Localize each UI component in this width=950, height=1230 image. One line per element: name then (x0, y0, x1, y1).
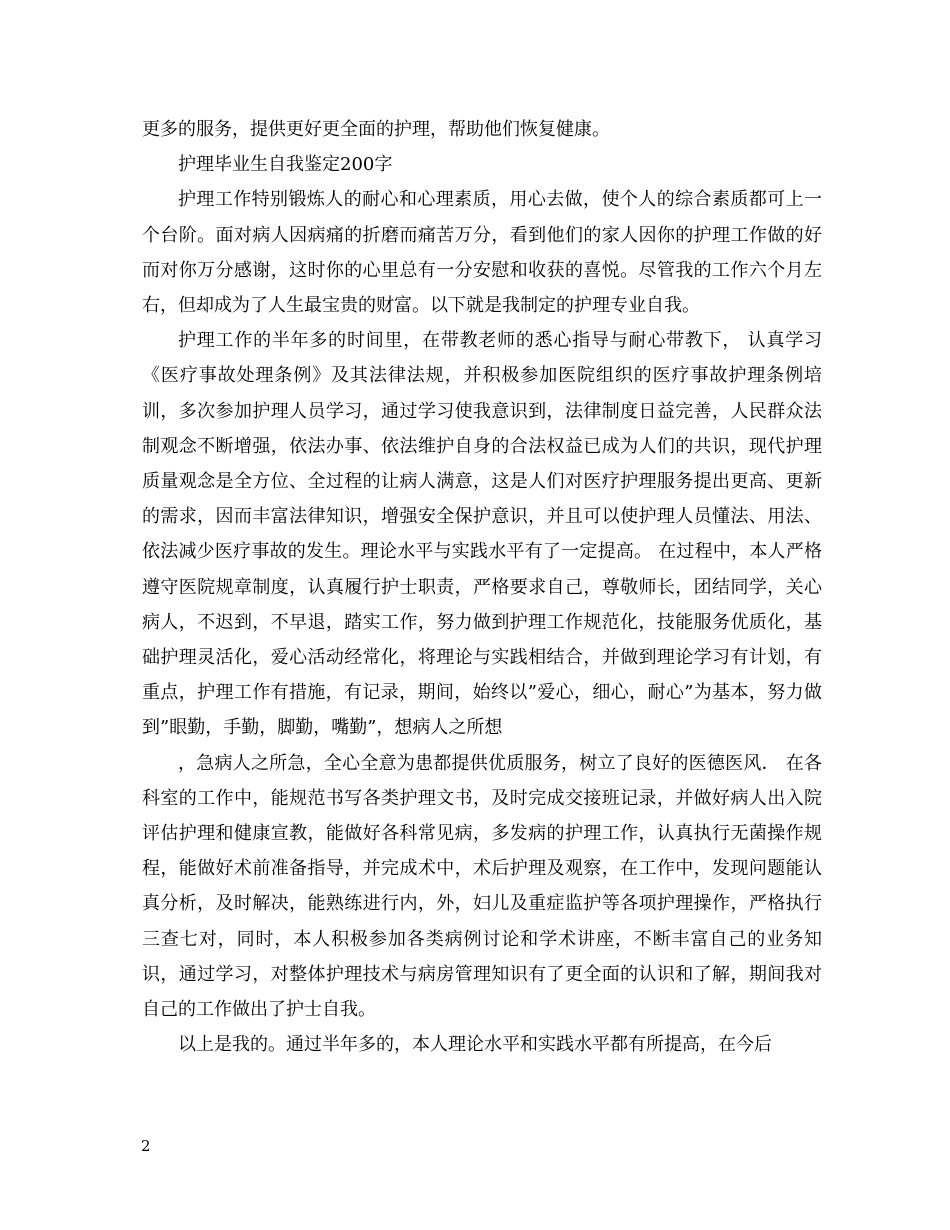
paragraph-summary: 以上是我的。通过半年多的，本人理论水平和实践水平都有所提高，在今后 (178, 1034, 772, 1056)
paragraph-continuation: 更多的服务，提供更好更全面的护理，帮助他们恢复健康。 (142, 119, 610, 140)
paragraph-study: 护理工作的半年多的时间里，在带教老师的悉心指导与耐心带教下， 认真学习《医疗事故处理条例》及其法律法规，并积极参加医院组织的医疗事故护理条例培训，多次参加护理人员学习，通过学习使我意识到，法律制度日益完善，人民群众法制观念不断增强，依法办事、依法维护自身的合法权益已成为人们的共识，现代护理质量观念是全方位、全过程的让病人满意，这是人们对医疗护理服务提出更高、更新的需求，因而丰富法律知识，增强安全保护意识，并且可以使护理人员懂法、用法、依法减少医疗事故的发生。理论水平与实践水平有了一定提高。 在过程中，本人严格遵守医院规章制度，认真履行护士职责，严格要求自己，尊敬师长，团结同学，关心病人，不迟到，不早退，踏实工作，努力做到护理工作规范化，技能服务优质化，基础护理灵活化，爱心活动经常化，将理论与实践相结合，并做到理论学习有计划，有重点，护理工作有措施，有记录，期间，始终以”爱心，细心，耐心”为基本，努力做到”眼勤，手勤，脚勤，嘴勤”，想病人之所想 (142, 330, 822, 739)
section-heading: 护理毕业生自我鉴定200字 (178, 154, 393, 176)
page-number: 2 (141, 1137, 151, 1155)
document-body (142, 112, 822, 1062)
paragraph-intro: 护理工作特别锻炼人的耐心和心理素质，用心去做，使个人的综合素质都可上一个台阶。面对病人因病痛的折磨而痛苦万分，看到他们的家人因你的护理工作做的好而对你万分感谢，这时你的心里总有一分安慰和收获的喜悦。尽管我的工作六个月左右，但却成为了人生最宝贵的财富。以下就是我制定的护理专业自我。 (142, 189, 822, 317)
paragraph-work: ，急病人之所急，全心全意为患都提供优质服务，树立了良好的医德医风． 在各科室的工作中，能规范书写各类护理文书，及时完成交接班记录，并做好病人出入院评估护理和健康宣教，能做好各科常见病，多发病的护理工作，认真执行无菌操作规程，能做好术前准备指导，并完成术中，术后护理及观察，在工作中，发现问题能认真分析，及时解决，能熟练进行内，外，妇儿及重症监护等各项护理操作，严格执行三查七对，同时，本人积极参加各类病例讨论和学术讲座，不断丰富自己的业务知识，通过学习，对整体护理技术与病房管理知识有了更全面的认识和了解，期间我对自己的工作做出了护士自我。 (142, 752, 822, 1021)
